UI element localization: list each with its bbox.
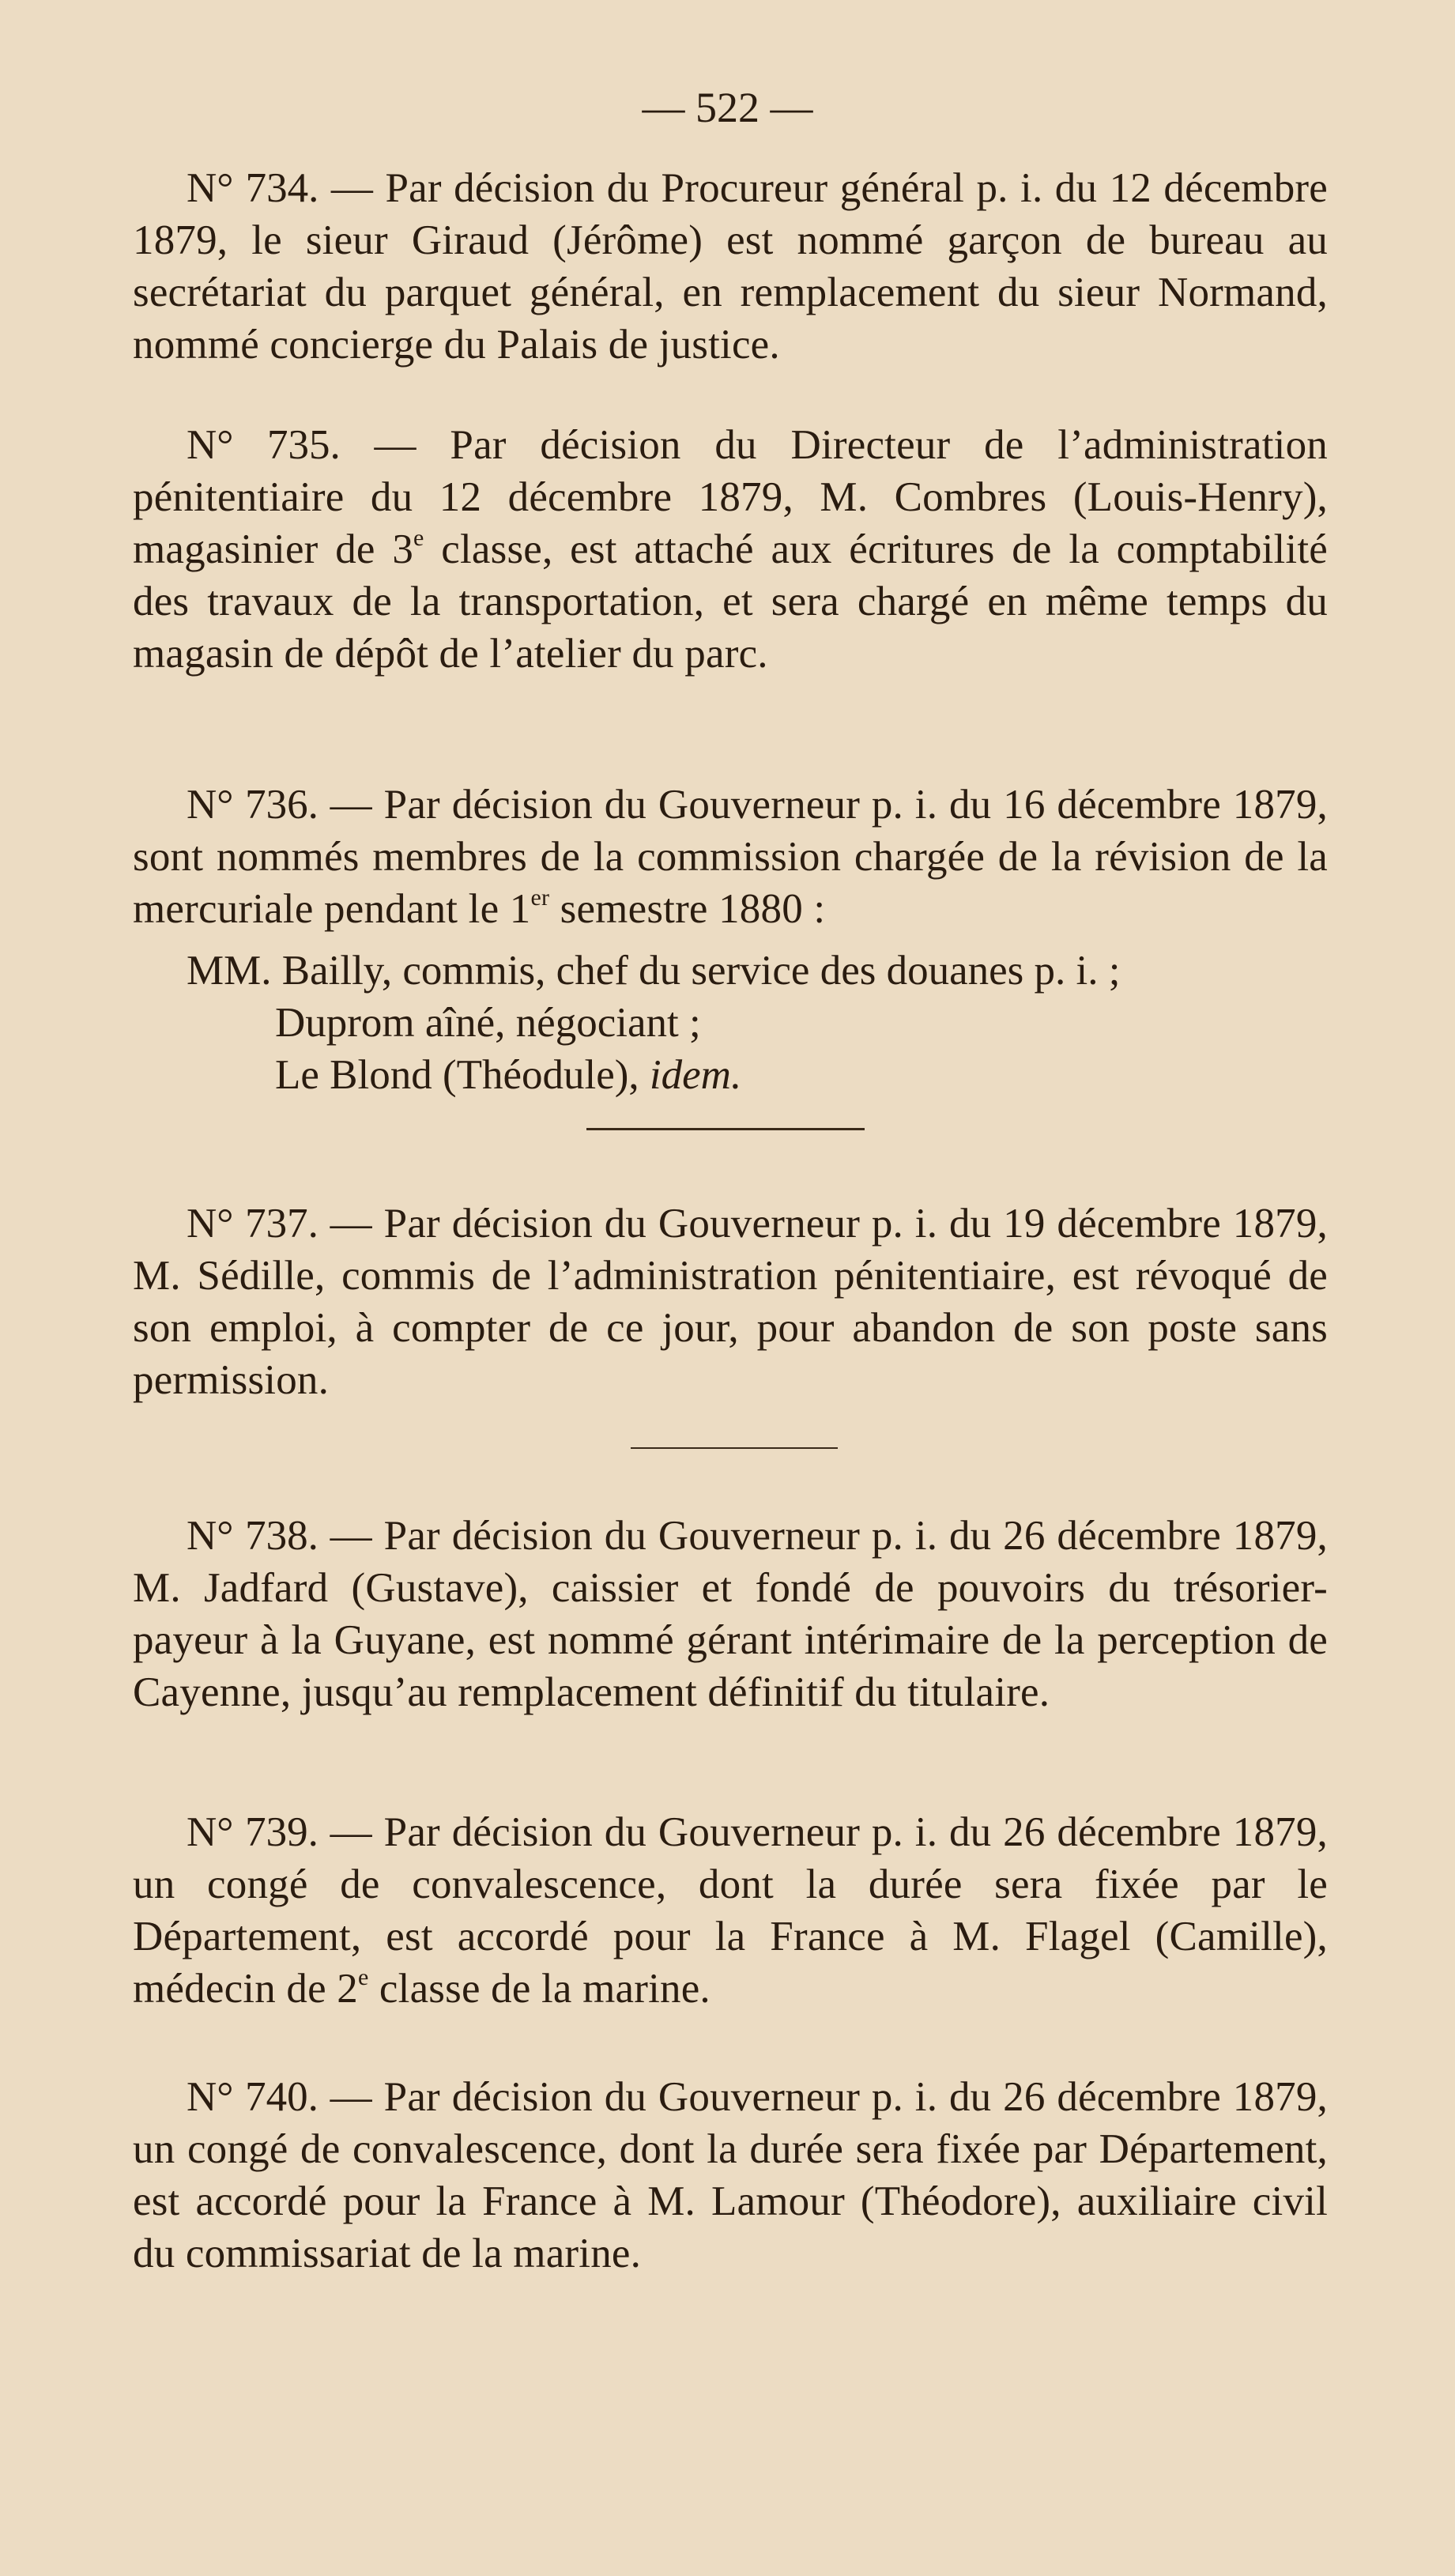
entry-text: — Par décision du Gouverneur p. i. du 26 décembre 1879, un congé de convalescence, dont la durée sera fixée par le Département, est accordé pour la France à M. Flagel (Camille), médecin de 2	[133, 1809, 1328, 2012]
superscript: er	[530, 884, 550, 911]
entry-number: N° 740.	[187, 2074, 319, 2120]
entry-text-continued: classe, est attaché aux écritures de la comptabilité des travaux de la transportation, et sera chargé en même temps du magasin de dépôt de l’atelier du parc.	[133, 526, 1329, 677]
entry-735	[133, 419, 1328, 680]
section-divider	[631, 1447, 838, 1449]
entry-text-continued: classe de la marine.	[368, 1966, 711, 2012]
commission-members-list	[187, 945, 1120, 1101]
entry-text: — Par décision du Procureur général p. i. du 12 décembre 1879, le sieur Giraud (Jérôme) est nommé garçon de bureau au secrétariat du parquet général, en remplacement du sieur Normand, nommé concierge du Palais de justice.	[133, 165, 1328, 368]
superscript: e	[357, 1964, 369, 1990]
entry-text: — Par décision du Directeur de l’administration pénitentiaire du 12 décembre 1879, M. Combres (Louis-Henry), magasinier de 3	[133, 422, 1328, 572]
entry-number: N° 739.	[187, 1809, 319, 1855]
member-role: idem.	[649, 1052, 742, 1098]
entry-739	[133, 1806, 1328, 2015]
entry-text: — Par décision du Gouverneur p. i. du 16 décembre 1879, sont nommés membres de la commission chargée de la révision de la mercuriale pendant le 1	[133, 782, 1328, 932]
entry-number: N° 735.	[187, 422, 341, 468]
entry-734	[133, 162, 1328, 371]
entry-text: — Par décision du Gouverneur p. i. du 26 décembre 1879, M. Jadfard (Gustave), caissier et fondé de pouvoirs du trésorier-payeur à la Guyane, est nommé gérant intérimaire de la perception de Cayenne, jusqu’au remplacement définitif du titulaire.	[133, 1513, 1328, 1715]
entry-text: — Par décision du Gouverneur p. i. du 26 décembre 1879, un congé de convalescence, dont la durée sera fixée par Département, est accordé pour la France à M. Lamour (Théodore), auxiliaire civil du commissariat de la marine.	[133, 2074, 1328, 2276]
entry-text-continued: semestre 1880 :	[549, 886, 826, 932]
member-line	[187, 1049, 1120, 1101]
section-divider	[586, 1128, 865, 1130]
entry-number: N° 737.	[187, 1201, 319, 1247]
member-line: MM. Bailly, commis, chef du service des douanes p. i. ;	[187, 948, 1121, 994]
entry-number: N° 738.	[187, 1513, 319, 1559]
entry-737	[133, 1197, 1328, 1406]
entry-740	[133, 2071, 1328, 2280]
entry-738	[133, 1510, 1328, 1718]
member-line: Duprom aîné, négociant ;	[275, 1000, 701, 1046]
entry-number: N° 736.	[187, 782, 319, 828]
page-number: — 522 —	[642, 84, 813, 131]
entry-736	[133, 779, 1328, 935]
superscript: e	[413, 525, 424, 551]
member-name: Le Blond (Théodule),	[275, 1052, 650, 1098]
entry-number: N° 734.	[187, 165, 319, 211]
entry-text: — Par décision du Gouverneur p. i. du 19 décembre 1879, M. Sédille, commis de l’administration pénitentiaire, est révoqué de son emploi, à compter de ce jour, pour abandon de son poste sans permission.	[133, 1201, 1328, 1403]
